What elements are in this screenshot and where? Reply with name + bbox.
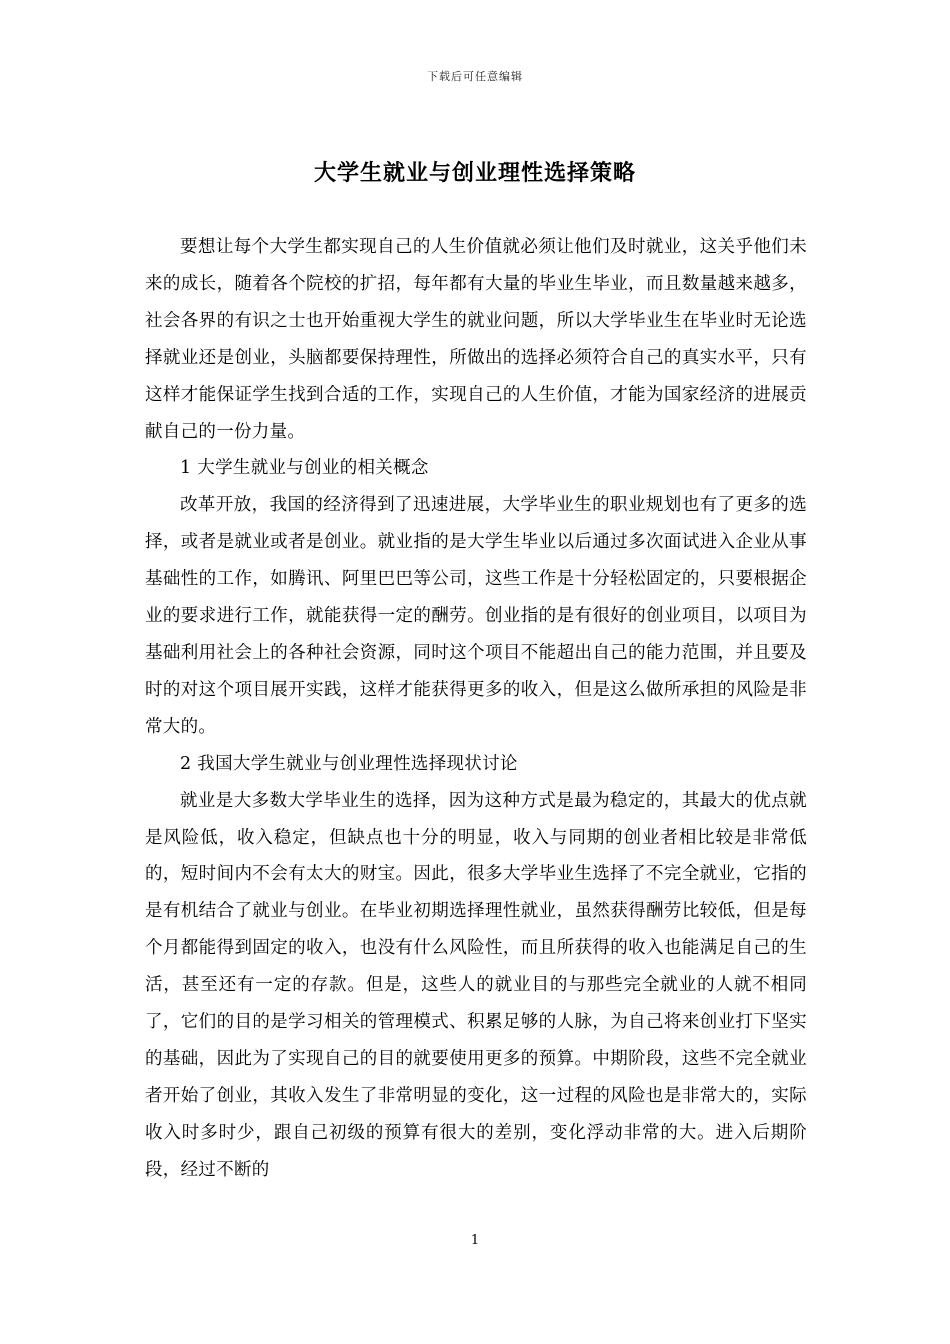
section-heading-2: 2 我国大学生就业与创业理性选择现状讨论: [180, 753, 518, 774]
page-number: 1: [470, 1233, 480, 1248]
paragraph-status: 就业是大多数大学毕业生的选择，因为这种方式是最为稳定的，其最大的优点就是风险低，收入稳定，但缺点也十分的明显，收入与同期的创业者相比较是非常低的，短时间内不会有太大的财宝。因此，很多大学毕业生选择了不完全就业，它指的是有机结合了就业与创业。在毕业初期选择理性就业，虽然获得酬劳比较低，但是每个月都能得到固定的收入，也没有什么风险性，而且所获得的收入也能满足自己的生活，甚至还有一定的存款。但是，这些人的就业目的与那些完全就业的人就不相同了，它们的目的是学习相关的管理模式、积累足够的人脉，为自己将来创业打下坚实的基础，因此为了实现自己的目的就要使用更多的预算。中期阶段，这些不完全就业者开始了创业，其收入发生了非常明显的变化，这一过程的风险也是非常大的，实际收入时多时少，跟自己初级的预算有很大的差别，变化浮动非常的大。进入后期阶段，经过不断的: [145, 790, 807, 1180]
document-title: 大学生就业与创业理性选择策略: [313, 161, 636, 186]
document-body: [145, 229, 807, 1189]
section-heading-1: 1 大学生就业与创业的相关概念: [180, 458, 429, 479]
paragraph-intro: 要想让每个大学生都实现自己的人生价值就必须让他们及时就业，这关乎他们未来的成长，随着各个院校的扩招，每年都有大量的毕业生毕业，而且数量越来越多，社会各界的有识之士也开始重视大学生的就业问题，所以大学毕业生在毕业时无论选择就业还是创业，头脑都要保持理性，所做出的选择必须符合自己的真实水平，只有这样才能保证学生找到合适的工作，实现自己的人生价值，才能为国家经济的进展贡献自己的一份力量。: [145, 237, 807, 442]
page-header: 下载后可任意编辑: [427, 70, 523, 83]
paragraph-concepts: 改革开放，我国的经济得到了迅速进展，大学毕业生的职业规划也有了更多的选择，或者是就业或者是创业。就业指的是大学生毕业以后通过多次面试进入企业从事基础性的工作，如腾讯、阿里巴巴等公司，这些工作是十分轻松固定的，只要根据企业的要求进行工作，就能获得一定的酬劳。创业指的是有很好的创业项目，以项目为基础利用社会上的各种社会资源，同时这个项目不能超出自己的能力范围，并且要及时的对这个项目展开实践，这样才能获得更多的收入，但是这么做所承担的风险是非常大的。: [145, 495, 807, 737]
